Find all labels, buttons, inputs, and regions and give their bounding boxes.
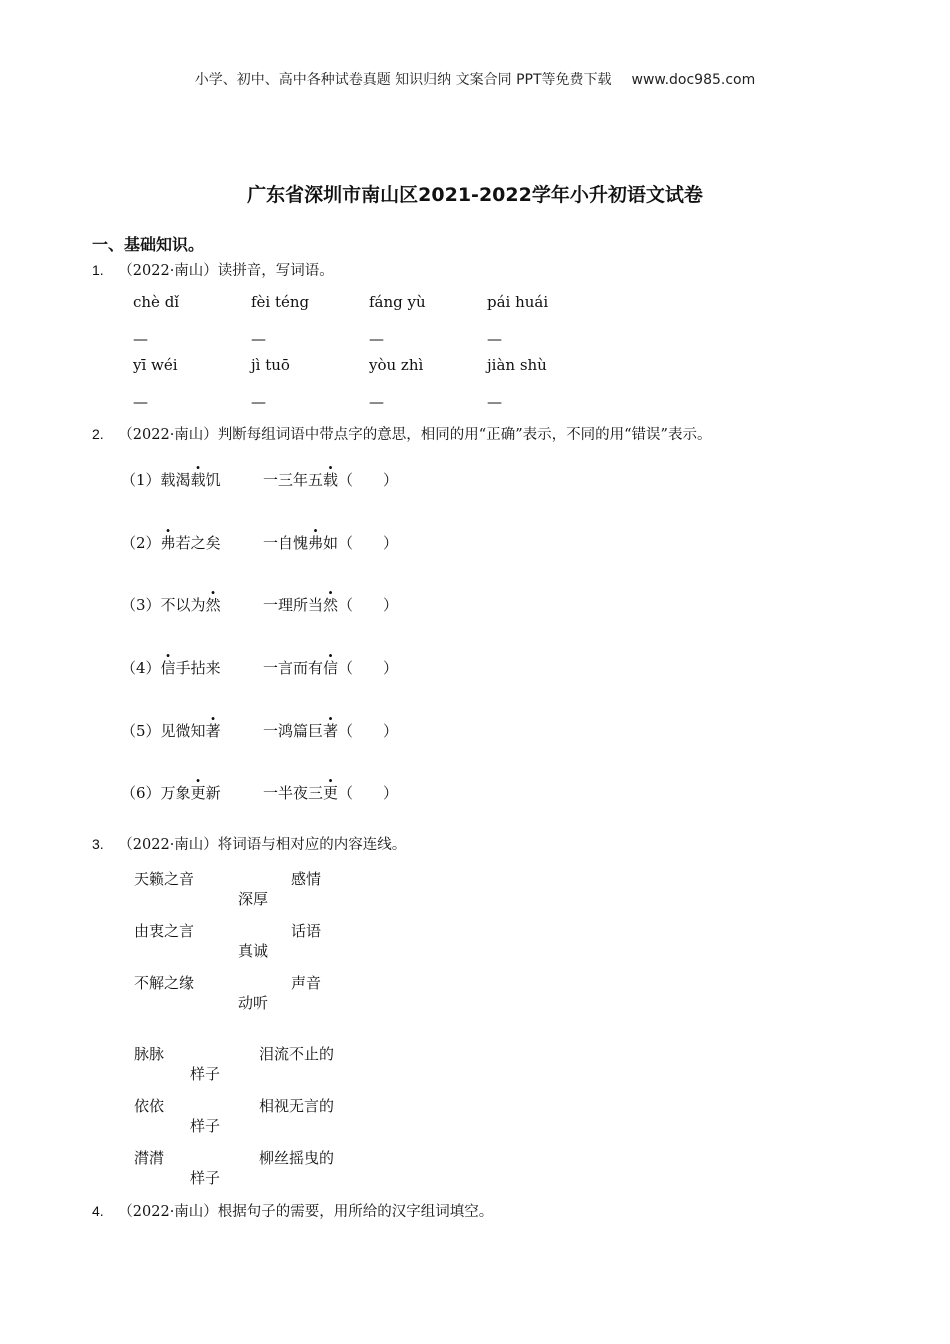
pinyin-7: yòu zhì bbox=[369, 356, 424, 374]
match-mid[interactable]: 动听 bbox=[238, 994, 269, 1012]
question-3 bbox=[92, 833, 406, 854]
match-right[interactable]: 泪流不止的 bbox=[259, 1045, 335, 1063]
word-a-part: 若之矣 bbox=[175, 534, 221, 552]
section-heading: 一、基础知识。 bbox=[92, 235, 205, 254]
dotted-char: 更 bbox=[190, 784, 206, 802]
question-number: 1. bbox=[92, 262, 104, 278]
judge-item-4 bbox=[121, 657, 221, 678]
dotted-char: 弗 bbox=[308, 534, 324, 552]
word-b-part: 一自愧 bbox=[263, 534, 309, 552]
dotted-char: 著 bbox=[205, 722, 221, 740]
question-number: 4. bbox=[92, 1203, 104, 1219]
match-left[interactable]: 由衷之言 bbox=[134, 922, 195, 940]
word-b-part: 一半夜三 bbox=[263, 784, 324, 802]
dotted-char: 载 bbox=[323, 471, 339, 489]
word-a-part: 饥 bbox=[205, 471, 221, 489]
dotted-char: 弗 bbox=[160, 534, 176, 552]
dotted-char: 更 bbox=[323, 784, 339, 802]
question-2 bbox=[92, 423, 711, 444]
item-label: （3） bbox=[121, 596, 161, 614]
match-right[interactable]: 话语 bbox=[291, 922, 322, 940]
page-title: 广东省深圳市南山区2021-2022学年小升初语文试卷 bbox=[247, 184, 703, 206]
dotted-char: 信 bbox=[323, 659, 339, 677]
match-right[interactable]: 相视无言的 bbox=[259, 1097, 335, 1115]
judge-item-2-compare bbox=[263, 532, 398, 553]
match-right[interactable]: 声音 bbox=[291, 974, 322, 992]
match-left[interactable]: 脉脉 bbox=[134, 1045, 165, 1063]
answer-paren[interactable]: （ ） bbox=[338, 659, 399, 677]
question-4 bbox=[92, 1200, 493, 1221]
match-right[interactable]: 感情 bbox=[291, 870, 322, 888]
pinyin-8: jiàn shù bbox=[487, 356, 547, 374]
pinyin-3: fáng yù bbox=[369, 293, 426, 311]
match-left[interactable]: 天籁之音 bbox=[134, 870, 195, 888]
banner-text: 小学、初中、高中各种试卷真题 知识归纳 文案合同 PPT等免费下载 bbox=[194, 72, 612, 88]
judge-item-5 bbox=[121, 720, 221, 741]
match-mid[interactable]: 深厚 bbox=[238, 890, 269, 908]
match-mid[interactable]: 真诚 bbox=[238, 942, 269, 960]
judge-item-5-compare bbox=[263, 720, 398, 741]
question-text: （2022·南山）读拼音，写词语。 bbox=[118, 263, 334, 279]
answer-blank[interactable]: — bbox=[369, 330, 384, 348]
word-b-part: 一言而有 bbox=[263, 659, 324, 677]
answer-paren[interactable]: （ ） bbox=[338, 471, 399, 489]
answer-blank[interactable]: — bbox=[133, 330, 148, 348]
word-a-part: 新 bbox=[205, 784, 221, 802]
page-banner bbox=[0, 69, 950, 89]
answer-paren[interactable]: （ ） bbox=[338, 722, 399, 740]
word-a-part: 不以为 bbox=[160, 596, 206, 614]
pinyin-4: pái huái bbox=[487, 293, 549, 311]
item-label: （1） bbox=[121, 471, 161, 489]
answer-paren[interactable]: （ ） bbox=[338, 534, 399, 552]
judge-item-1-compare bbox=[263, 469, 398, 490]
judge-item-6-compare bbox=[263, 782, 398, 803]
question-number: 2. bbox=[92, 426, 104, 442]
match-mid[interactable]: 样子 bbox=[190, 1117, 221, 1135]
judge-item-3 bbox=[121, 594, 221, 615]
judge-item-3-compare bbox=[263, 594, 398, 615]
word-a-part: 见微知 bbox=[160, 722, 206, 740]
answer-paren[interactable]: （ ） bbox=[338, 596, 399, 614]
answer-blank[interactable]: — bbox=[251, 393, 266, 411]
judge-item-2 bbox=[121, 532, 221, 553]
judge-item-6 bbox=[121, 782, 221, 803]
answer-blank[interactable]: — bbox=[251, 330, 266, 348]
answer-blank[interactable]: — bbox=[133, 393, 148, 411]
word-b-part: 一理所当 bbox=[263, 596, 324, 614]
pinyin-1: chè dǐ bbox=[133, 293, 180, 311]
match-right[interactable]: 柳丝摇曳的 bbox=[259, 1149, 335, 1167]
item-label: （2） bbox=[121, 534, 161, 552]
judge-item-4-compare bbox=[263, 657, 398, 678]
question-text: （2022·南山）根据句子的需要，用所给的汉字组词填空。 bbox=[118, 1204, 494, 1220]
item-label: （5） bbox=[121, 722, 161, 740]
match-mid[interactable]: 样子 bbox=[190, 1169, 221, 1187]
match-left[interactable]: 不解之缘 bbox=[134, 974, 195, 992]
word-a-part: 万象 bbox=[160, 784, 191, 802]
dotted-char: 著 bbox=[323, 722, 339, 740]
banner-url[interactable]: www.doc985.com bbox=[631, 72, 756, 88]
word-a-part: 载渴 bbox=[160, 471, 191, 489]
answer-paren[interactable]: （ ） bbox=[338, 784, 399, 802]
word-b-part: 一鸿篇巨 bbox=[263, 722, 324, 740]
word-a-part: 手拈来 bbox=[175, 659, 221, 677]
answer-blank[interactable]: — bbox=[487, 330, 502, 348]
question-number: 3. bbox=[92, 836, 104, 852]
item-label: （4） bbox=[121, 659, 161, 677]
item-label: （6） bbox=[121, 784, 161, 802]
word-b-part: 如 bbox=[323, 534, 339, 552]
question-text: （2022·南山）将词语与相对应的内容连线。 bbox=[118, 837, 407, 853]
dotted-char: 然 bbox=[205, 596, 221, 614]
answer-blank[interactable]: — bbox=[369, 393, 384, 411]
dotted-char: 信 bbox=[160, 659, 176, 677]
pinyin-6: jì tuō bbox=[251, 356, 290, 374]
word-b-part: 一三年五 bbox=[263, 471, 324, 489]
pinyin-2: fèi téng bbox=[251, 293, 310, 311]
judge-item-1 bbox=[121, 469, 221, 490]
match-left[interactable]: 依依 bbox=[134, 1097, 165, 1115]
match-mid[interactable]: 样子 bbox=[190, 1065, 221, 1083]
question-1 bbox=[92, 259, 334, 280]
dotted-char: 然 bbox=[323, 596, 339, 614]
answer-blank[interactable]: — bbox=[487, 393, 502, 411]
match-left[interactable]: 潸潸 bbox=[134, 1149, 165, 1167]
question-text: （2022·南山）判断每组词语中带点字的意思，相同的用“正确”表示，不同的用“错误”表示。 bbox=[118, 427, 712, 443]
dotted-char: 载 bbox=[190, 471, 206, 489]
pinyin-5: yī wéi bbox=[133, 356, 178, 374]
